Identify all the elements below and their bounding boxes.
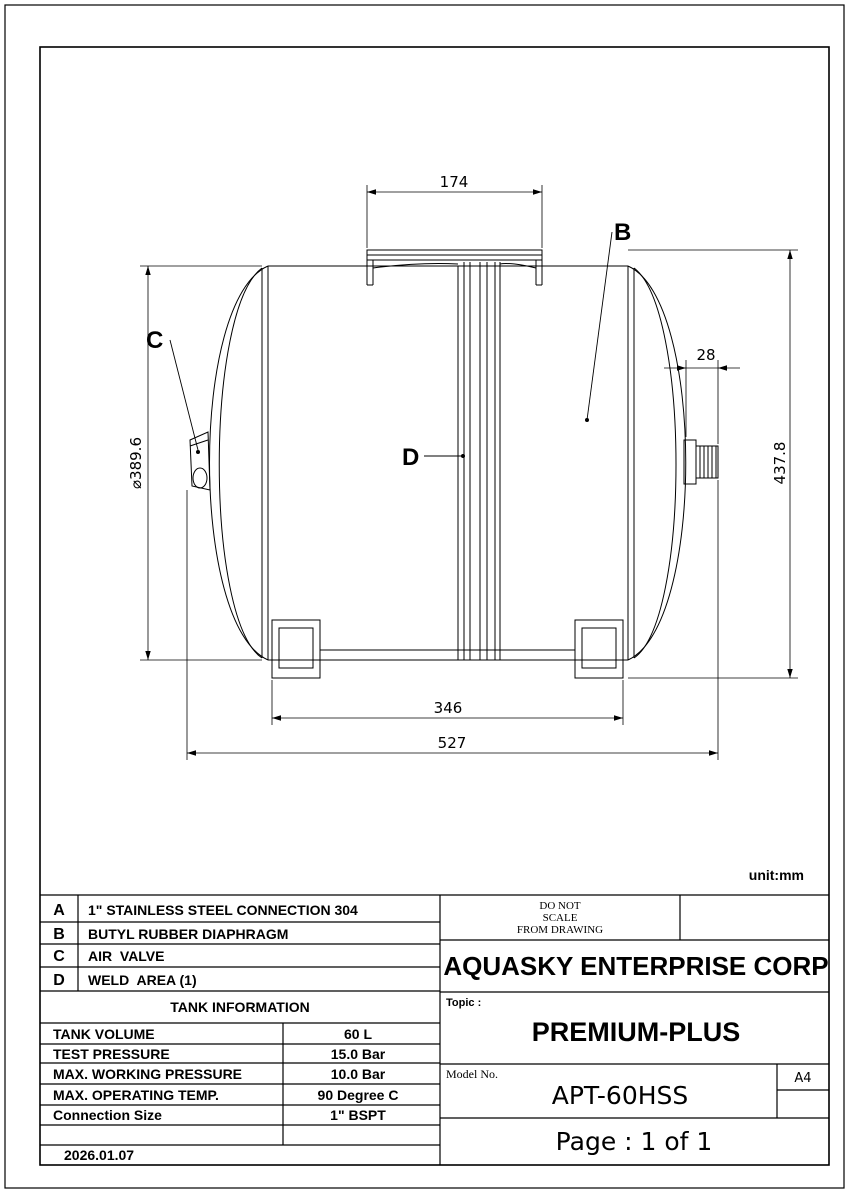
spec-value: 10.0 Bar	[330, 1066, 386, 1082]
model-label: Model No.	[446, 1067, 498, 1081]
connection-fitting	[684, 440, 718, 484]
top-bracket	[367, 250, 542, 285]
dim-foot-span: 346	[433, 699, 463, 717]
spec-label: MAX. OPERATING TEMP.	[53, 1087, 219, 1103]
dim-diameter: ⌀389.6	[127, 437, 145, 489]
right-dome	[628, 266, 686, 660]
spec-label: MAX. WORKING PRESSURE	[53, 1066, 243, 1082]
spec-value: 1" BSPT	[330, 1107, 386, 1123]
spec-value: 15.0 Bar	[330, 1046, 386, 1062]
company-name: AQUASKY ENTERPRISE CORP	[443, 951, 829, 981]
unit-label: unit:mm	[748, 867, 804, 883]
parts-list	[53, 902, 358, 989]
part-desc: WELD AREA (1)	[88, 972, 197, 988]
no-scale-note-line3: FROM DRAWING	[516, 924, 604, 936]
part-desc: AIR VALVE	[88, 948, 165, 964]
topic-value: PREMIUM-PLUS	[531, 1017, 741, 1047]
spec-label: Connection Size	[53, 1107, 162, 1123]
part-key: C	[53, 948, 65, 965]
callout-b: B	[614, 219, 632, 246]
right-foot	[575, 620, 623, 678]
spec-value: 60 L	[343, 1026, 373, 1042]
no-scale-note-line1: DO NOT	[539, 900, 581, 912]
model-number: APT-60HSS	[551, 1081, 689, 1110]
topic-label: Topic :	[446, 997, 482, 1009]
air-valve	[190, 432, 210, 490]
dim-overall-length: 527	[437, 734, 467, 752]
part-key: D	[53, 972, 65, 989]
sheet-size: A4	[794, 1071, 812, 1086]
spec-label: TEST PRESSURE	[53, 1046, 170, 1062]
callout-d: D	[402, 444, 420, 471]
drawing-date: 2026.01.07	[64, 1147, 135, 1163]
callout-c: C	[146, 327, 164, 354]
no-scale-note-line2: SCALE	[542, 912, 578, 924]
part-desc: 1" STAINLESS STEEL CONNECTION 304	[88, 902, 358, 918]
sheet-inner-border	[40, 47, 829, 1165]
dim-fitting-length: 28	[696, 346, 716, 364]
weld-band	[458, 262, 500, 660]
spec-value: 90 Degree C	[317, 1087, 399, 1103]
tank-info-heading: TANK INFORMATION	[170, 999, 310, 1015]
left-dome	[210, 266, 269, 660]
part-key: A	[53, 902, 65, 919]
dim-top-width: 174	[439, 173, 469, 191]
tank-view	[190, 250, 718, 678]
part-key: B	[53, 926, 65, 943]
dim-overall-height: 437.8	[771, 441, 789, 485]
dimensions	[140, 185, 798, 760]
page-indicator: Page : 1 of 1	[555, 1127, 713, 1156]
spec-label: TANK VOLUME	[53, 1026, 155, 1042]
part-desc: BUTYL RUBBER DIAPHRAGM	[88, 926, 289, 942]
left-foot	[272, 620, 575, 678]
